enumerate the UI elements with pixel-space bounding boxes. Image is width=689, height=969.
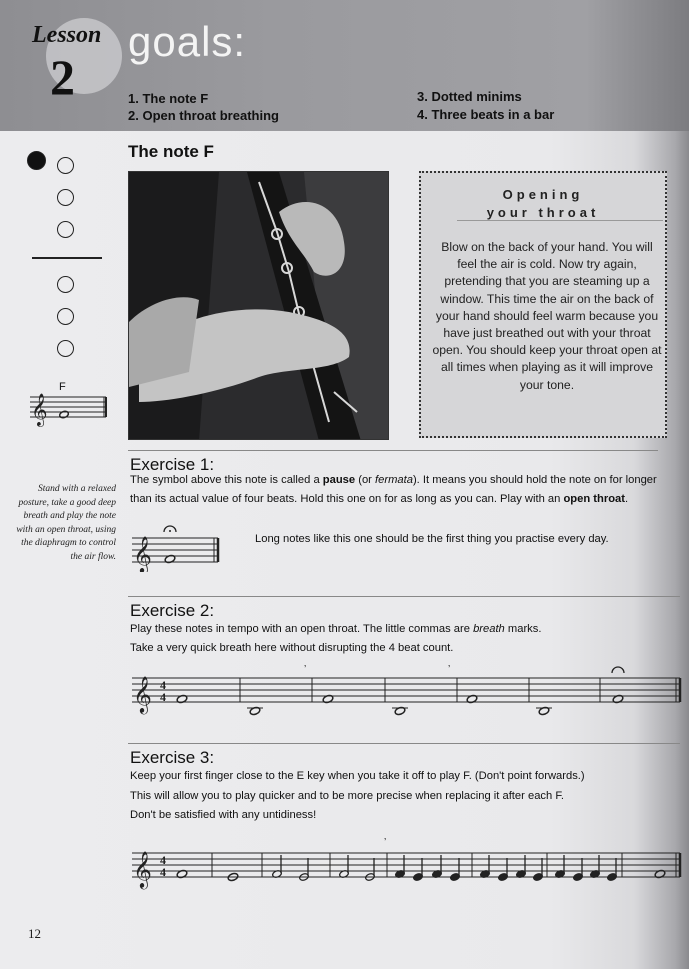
- exercise1-line1: The symbol above this note is called a pause (or fermata). It means you should hold the note on for longer: [130, 474, 657, 486]
- time-signature-top: 4: [160, 678, 166, 692]
- lesson-badge: [28, 12, 118, 105]
- tip-title-rule: [457, 220, 663, 221]
- time-signature-top: 4: [160, 853, 166, 867]
- exercise2-rule: [128, 596, 680, 597]
- tip-title-line2: your throat: [486, 205, 600, 220]
- breath-mark-icon: ’: [304, 664, 307, 675]
- exercise1-line2: than its actual value of four beats. Hold this one on for as long as you can. Play with an open throat.: [130, 493, 629, 505]
- whole-note-f: [59, 410, 70, 419]
- treble-clef-icon: 𝄞: [133, 675, 152, 713]
- exercise3-line2: This will allow you to play quicker and to be more precise when replacing it after each F.: [130, 790, 565, 802]
- goals-title: goals:: [128, 18, 247, 65]
- note-f-staff: [30, 379, 110, 429]
- lesson-word: Lesson: [32, 22, 102, 48]
- treble-clef-icon: 𝄞: [133, 850, 152, 888]
- clarinet-hands-image: [129, 172, 389, 440]
- fingering-hole-3-open: [57, 221, 74, 238]
- goal-1: 1. The note F: [128, 91, 209, 106]
- exercise1-title: Exercise 1:: [130, 455, 215, 474]
- note-section-title: The note F: [128, 142, 214, 161]
- posture-instruction: Stand with a relaxed posture, take a good deep breath and play the note with an open throat, using the diaphragm to control the air flow.: [16, 484, 116, 562]
- exercise3-line3: Don't be satisfied with any untidiness!: [130, 809, 317, 821]
- treble-clef-icon: 𝄞: [31, 393, 48, 426]
- treble-clef-icon: 𝄞: [133, 535, 152, 572]
- goals-header: [0, 0, 689, 131]
- exercise2-title: Exercise 2:: [130, 601, 215, 620]
- opening-throat-tip-box: [419, 171, 667, 438]
- breath-mark-icon: ’: [384, 837, 387, 848]
- exercise1-staff: [132, 520, 224, 572]
- exercise3-title: Exercise 3:: [130, 748, 215, 767]
- fingering-hole-5-open: [57, 308, 74, 325]
- time-signature-bottom: 4: [160, 865, 166, 879]
- exercise2-staff: [132, 660, 682, 722]
- fermata-icon: [612, 667, 624, 673]
- fingering-hole-2-open: [57, 189, 74, 206]
- exercise3-rule: [128, 743, 680, 744]
- fingering-hole-1-open: [57, 157, 74, 174]
- breath-mark-icon: ’: [448, 664, 451, 675]
- tip-text: Blow on the back of your hand. You will feel the air is cold. Now try again, pretending that you are steaming up a window. This time the air on the back of your hand should feel warm because you have just breathed out with your throat open. You should keep your throat open at all times when playing as it will improve your tone.: [432, 240, 662, 392]
- fingering-divider: [32, 257, 102, 259]
- exercise1-rule: [128, 450, 658, 451]
- time-signature-bottom: 4: [160, 690, 166, 704]
- exercise3-staff: [132, 835, 684, 890]
- fingering-hole-thumb-closed: [27, 151, 46, 170]
- exercise1-staff-note: Long notes like this one should be the first thing you practise every day.: [255, 533, 609, 545]
- goal-3: 3. Dotted minims: [417, 89, 522, 104]
- exercise2-line1: Play these notes in tempo with an open throat. The little commas are breath marks.: [130, 623, 542, 635]
- fingering-hole-4-open: [57, 276, 74, 293]
- lesson-number: 2: [50, 49, 75, 105]
- tip-title-line1: Opening: [502, 187, 584, 202]
- fingering-hole-6-open: [57, 340, 74, 357]
- goal-2: 2. Open throat breathing: [128, 108, 279, 123]
- note-label: F: [59, 381, 66, 393]
- exercise3-line1: Keep your first finger close to the E key when you take it off to play F. (Don't point forwards.): [130, 770, 585, 782]
- exercise2-line2: Take a very quick breath here without disrupting the 4 beat count.: [130, 642, 454, 654]
- goal-4: 4. Three beats in a bar: [417, 107, 555, 122]
- clarinet-photo: [128, 171, 389, 440]
- page-number: 12: [28, 926, 41, 941]
